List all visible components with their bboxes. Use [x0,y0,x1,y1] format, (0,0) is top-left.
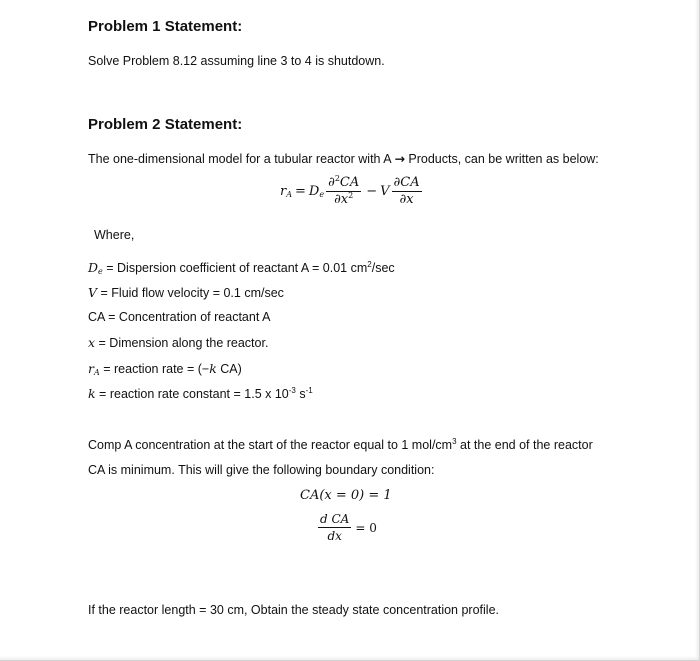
bc2-fraction: $\frac{\text{d CA}}{dx}$ [320,512,350,543]
problem1-text: Solve Problem 8.12 assuming line 3 to 4 is shutdown. [88,54,385,68]
intro-after-arrow: Products, can be written as below: [408,152,599,166]
problem1-heading: Problem 1 Statement: [88,18,243,35]
equation-fraction-first-derivative: $\frac{\partial CA}{\partial x}$ [393,175,420,207]
definition-ca: CA = Concentration of reactant A [88,310,271,324]
equation-coef-de: $D_e$ [308,184,325,199]
final-task-text: If the reactor length = 30 cm, Obtain the steady state concentration profile. [88,603,499,617]
rate-equation [280,176,424,207]
definition-k: k = reaction rate constant = 1.5 x $10^{-3}$ $s^{-1}$ [88,386,313,401]
definition-de: $D_e$ = Dispersion coefficient of reactant A = 0.01 $cm^2/\sec$ [88,260,395,276]
equation-equals: = [295,184,306,199]
definition-ra: $r_A$ = reaction rate = (−k CA) [88,361,242,377]
equation-fraction-second-derivative: $\frac{\partial^2CA}{\partial x^2}$ [328,174,360,207]
problem2-heading: Problem 2 Statement: [88,116,243,133]
boundary-condition-2 [316,512,377,543]
bc2-rhs: = 0 [355,520,377,535]
where-label: Where, [94,228,135,242]
intro-before-arrow: The one-dimensional model for a tubular reactor with A [88,152,391,166]
definition-v: V = Fluid flow velocity = 0.1 cm/sec [88,285,284,300]
equation-coef-v: V [380,184,390,199]
boundary-condition-1: CA(x = 0) = 1 [300,488,392,503]
right-arrow-icon: → [394,151,405,166]
boundary-line-1: Comp A concentration at the start of the reactor equal to 1 mol/$cm^3$ at the end of the reactor [88,437,593,452]
equation-lhs: $r_A$ [280,184,292,199]
definition-x: x = Dimension along the reactor. [88,335,269,350]
boundary-line-2: CA is minimum. This will give the following boundary condition: [88,463,435,477]
equation-minus: − [366,184,378,199]
problem2-intro [88,151,599,166]
